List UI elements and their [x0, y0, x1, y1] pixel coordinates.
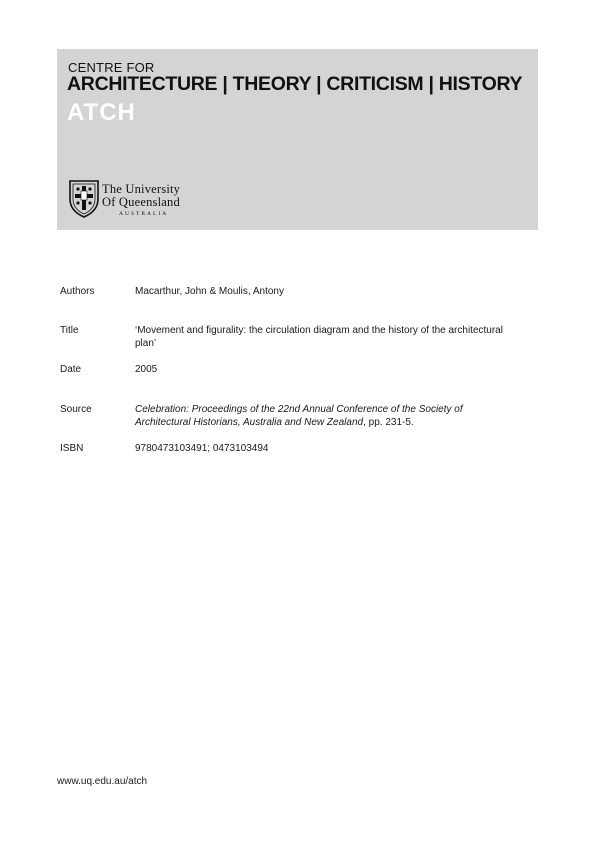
- atch-acronym: ATCH: [67, 99, 136, 126]
- authors-label: Authors: [60, 286, 95, 297]
- uq-crest-icon: [67, 179, 101, 219]
- uq-logo: [67, 179, 207, 221]
- authors-value: Macarthur, John & Moulis, Antony: [135, 286, 284, 297]
- title-label: Title: [60, 325, 79, 336]
- source-title: Celebration: Proceedings of the 22nd Annual Conference of the Society of Architectural Historians, Australia and New Zealand: [135, 404, 463, 428]
- centre-for-label: CENTRE FOR: [68, 60, 155, 75]
- title-value: ‘Movement and figurality: the circulation diagram and the history of the architectural plan’: [135, 325, 503, 349]
- isbn-value: 9780473103491; 0473103494: [135, 443, 269, 454]
- centre-full-name: ARCHITECTURE | THEORY | CRITICISM | HISTORY: [67, 73, 523, 95]
- source-value: [135, 403, 515, 429]
- footer-url-link[interactable]: www.uq.edu.au/atch: [57, 776, 148, 787]
- atch-banner: [57, 49, 538, 230]
- uq-name-line2: Of Queensland: [102, 195, 180, 209]
- date-value: 2005: [135, 364, 158, 375]
- source-label: Source: [60, 404, 92, 415]
- date-label: Date: [60, 364, 82, 375]
- source-pages: , pp. 231-5.: [363, 417, 414, 428]
- isbn-label: ISBN: [60, 443, 84, 454]
- uq-country: AUSTRALIA: [119, 211, 169, 217]
- uq-name-line1: The University: [102, 182, 181, 196]
